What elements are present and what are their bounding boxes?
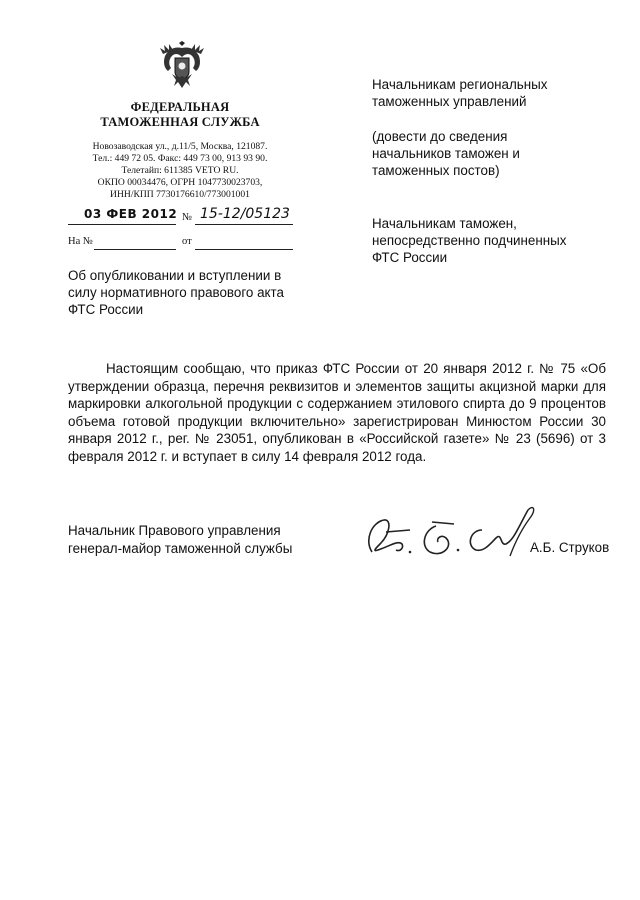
- from-label: от: [182, 236, 192, 247]
- date-underline: [68, 224, 176, 225]
- handwritten-signature: [350, 500, 540, 570]
- ref-number-line: [94, 249, 176, 250]
- addressee-note-2: начальников таможен и: [372, 146, 520, 161]
- addressee-regional-2: таможенных управлений: [372, 94, 527, 109]
- signer-name: А.Б. Струков: [530, 540, 610, 555]
- agency-phones: Тел.: 449 72 05. Факс: 449 73 00, 913 93 90.: [92, 153, 268, 164]
- ref-date-line: [195, 249, 293, 250]
- subject-line1: Об опубликовании и вступлении в: [68, 268, 282, 283]
- signer-position-line2: генерал-майор таможенной службы: [68, 541, 293, 556]
- addressee-customs-3: ФТС России: [372, 250, 448, 265]
- agency-name-line2: ТАМОЖЕННАЯ СЛУЖБА: [100, 115, 260, 129]
- addressee-regional-1: Начальникам региональных: [372, 77, 548, 92]
- addressee-customs-1: Начальникам таможен,: [372, 216, 517, 231]
- number-underline: [195, 224, 293, 225]
- addressee-note-1: (довести до сведения: [372, 129, 508, 144]
- agency-okpo-ogrn: ОКПО 00034476, ОГРН 1047730023703,: [97, 177, 263, 188]
- ref-label: На №: [68, 236, 93, 247]
- registration-number: 15-12/05123: [200, 206, 290, 222]
- agency-teletype: Телетайп: 611385 VETO RU.: [121, 165, 239, 176]
- number-label: №: [182, 212, 193, 223]
- agency-name-line1: ФЕДЕРАЛЬНАЯ: [130, 100, 230, 114]
- body-paragraph: Настоящим сообщаю, что приказ ФТС России от 20 января 2012 г. № 75 «Об утверждении образца, перечня реквизитов и элементов защиты акцизной марки для маркировки алкогольной продукции с содержанием этилового спирта до 9 процентов объема готовой продукции включительно» зарегистрирован Минюстом России 30 января 2012 г., рег. № 23051, опубликован в «Российской газете» № 23 (5696) от 3 февраля 2012 г. и вступает в силу 14 февраля 2012 года.: [68, 361, 606, 464]
- signer-position-line1: Начальник Правового управления: [68, 523, 281, 538]
- registration-date: 03 ФЕВ 2012: [84, 207, 178, 221]
- addressee-customs-2: непосредственно подчиненных: [372, 233, 567, 248]
- subject-line2: силу нормативного правового акта: [68, 285, 284, 300]
- agency-address: Новозаводская ул., д.11/5, Москва, 121087.: [92, 141, 268, 152]
- subject-line3: ФТС России: [68, 302, 144, 317]
- coat-of-arms-icon: [160, 40, 204, 90]
- agency-inn-kpp: ИНН/КПП 7730176610/773001001: [110, 189, 250, 200]
- addressee-note-3: таможенных постов): [372, 163, 500, 178]
